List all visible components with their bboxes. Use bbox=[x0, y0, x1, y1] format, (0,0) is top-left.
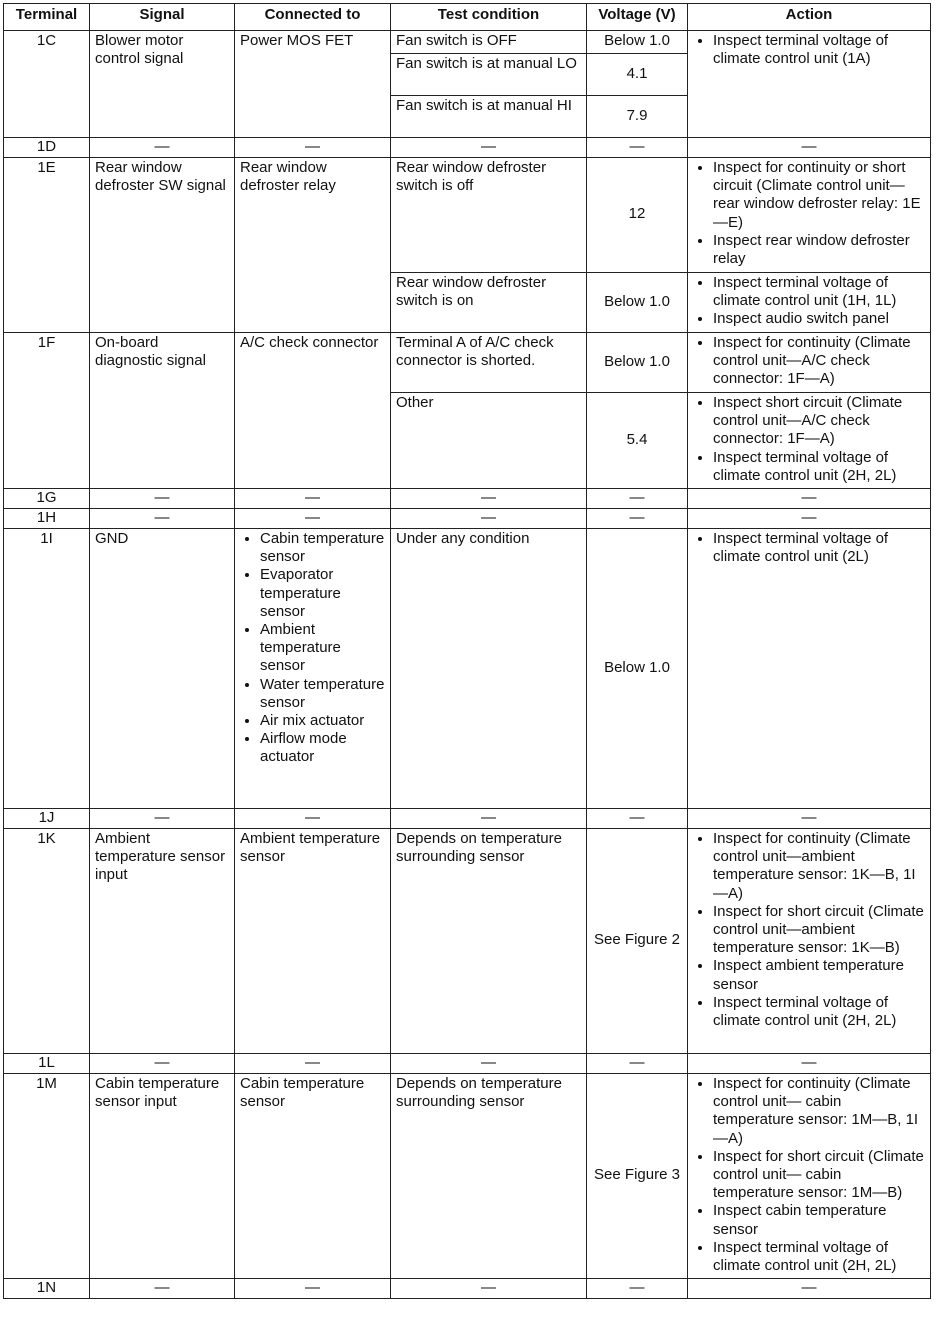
dash-cell: — bbox=[688, 509, 931, 529]
dash-cell: — bbox=[587, 809, 688, 829]
dash-cell: — bbox=[688, 1054, 931, 1074]
table-row bbox=[4, 158, 931, 273]
action-item: • Inspect terminal voltage of climate control unit (1A) bbox=[713, 32, 925, 68]
terminal-cell: 1E bbox=[4, 158, 90, 333]
signal-cell: Blower motor control signal bbox=[90, 31, 235, 138]
dash-cell: — bbox=[235, 138, 391, 158]
dash-cell: — bbox=[587, 1054, 688, 1074]
condition-cell: Rear window defroster switch is on bbox=[391, 273, 587, 333]
table-row bbox=[4, 31, 931, 54]
voltage-cell: See Figure 2 bbox=[587, 829, 688, 1054]
connected-item: • Water temperature sensor bbox=[260, 676, 385, 712]
voltage-cell: Below 1.0 bbox=[587, 273, 688, 333]
action-item: • Inspect for continuity (Climate control unit— cabin temperature sensor: 1M—B, 1I—A) bbox=[713, 1075, 925, 1148]
dash-cell: — bbox=[235, 809, 391, 829]
connected-item: • Ambient temperature sensor bbox=[260, 621, 385, 676]
condition-cell: Fan switch is OFF bbox=[391, 31, 587, 54]
dash-cell: — bbox=[391, 138, 587, 158]
voltage-cell: 5.4 bbox=[587, 393, 688, 489]
action-item: • Inspect for continuity or short circuit (Climate control unit—rear window defroster relay: 1E—E) bbox=[713, 159, 925, 232]
connected-item: • Cabin temperature sensor bbox=[260, 530, 385, 566]
signal-cell: On-board diagnostic signal bbox=[90, 333, 235, 489]
dash-cell: — bbox=[688, 489, 931, 509]
voltage-cell: 4.1 bbox=[587, 54, 688, 96]
condition-cell: Rear window defroster switch is off bbox=[391, 158, 587, 273]
terminal-inspection-table bbox=[3, 3, 931, 1299]
condition-cell: Depends on temperature surrounding sensor bbox=[391, 829, 587, 1054]
action-item: • Inspect terminal voltage of climate control unit (2H, 2L) bbox=[713, 994, 925, 1030]
action-item: • Inspect terminal voltage of climate control unit (2H, 2L) bbox=[713, 449, 925, 485]
terminal-cell: 1F bbox=[4, 333, 90, 489]
connected-cell: A/C check connector bbox=[235, 333, 391, 489]
action-item: • Inspect audio switch panel bbox=[713, 310, 925, 328]
header-action: Action bbox=[688, 4, 931, 31]
connected-cell: Power MOS FET bbox=[235, 31, 391, 138]
terminal-cell: 1I bbox=[4, 529, 90, 809]
dash-cell: — bbox=[235, 509, 391, 529]
action-item: • Inspect for short circuit (Climate control unit— cabin temperature sensor: 1M—B) bbox=[713, 1148, 925, 1203]
action-cell bbox=[688, 158, 931, 273]
voltage-cell: 7.9 bbox=[587, 96, 688, 138]
action-item: • Inspect for short circuit (Climate control unit—ambient temperature sensor: 1K—B) bbox=[713, 903, 925, 958]
connected-cell: Cabin temperature sensor bbox=[235, 1074, 391, 1279]
action-cell bbox=[688, 393, 931, 489]
voltage-cell: 12 bbox=[587, 158, 688, 273]
signal-cell: GND bbox=[90, 529, 235, 809]
terminal-cell: 1G bbox=[4, 489, 90, 509]
action-item: • Inspect rear window defroster relay bbox=[713, 232, 925, 268]
terminal-cell: 1D bbox=[4, 138, 90, 158]
terminal-cell: 1L bbox=[4, 1054, 90, 1074]
condition-cell: Under any condition bbox=[391, 529, 587, 809]
signal-cell: Ambient temperature sensor input bbox=[90, 829, 235, 1054]
dash-cell: — bbox=[90, 509, 235, 529]
header-signal: Signal bbox=[90, 4, 235, 31]
dash-cell: — bbox=[587, 509, 688, 529]
connected-cell bbox=[235, 529, 391, 809]
dash-cell: — bbox=[90, 1279, 235, 1299]
dash-cell: — bbox=[587, 489, 688, 509]
table-row bbox=[4, 829, 931, 1054]
table-row bbox=[4, 489, 931, 509]
dash-cell: — bbox=[688, 809, 931, 829]
connected-item: • Airflow mode actuator bbox=[260, 730, 385, 766]
terminal-cell: 1C bbox=[4, 31, 90, 138]
terminal-cell: 1H bbox=[4, 509, 90, 529]
action-cell bbox=[688, 829, 931, 1054]
table-row bbox=[4, 529, 931, 809]
header-voltage: Voltage (V) bbox=[587, 4, 688, 31]
action-item: • Inspect short circuit (Climate control unit—A/C check connector: 1F—A) bbox=[713, 394, 925, 449]
action-item: • Inspect terminal voltage of climate control unit (2H, 2L) bbox=[713, 1239, 925, 1275]
connected-cell: Ambient temperature sensor bbox=[235, 829, 391, 1054]
condition-cell: Other bbox=[391, 393, 587, 489]
table-row bbox=[4, 1279, 931, 1299]
dash-cell: — bbox=[391, 809, 587, 829]
action-item: • Inspect terminal voltage of climate control unit (1H, 1L) bbox=[713, 274, 925, 310]
condition-cell: Terminal A of A/C check connector is shorted. bbox=[391, 333, 587, 393]
terminal-cell: 1J bbox=[4, 809, 90, 829]
dash-cell: — bbox=[391, 1054, 587, 1074]
header-row bbox=[4, 4, 931, 31]
dash-cell: — bbox=[235, 1054, 391, 1074]
signal-cell: Cabin temperature sensor input bbox=[90, 1074, 235, 1279]
condition-cell: Depends on temperature surrounding sensor bbox=[391, 1074, 587, 1279]
voltage-cell: Below 1.0 bbox=[587, 333, 688, 393]
action-cell bbox=[688, 529, 931, 809]
action-item: • Inspect cabin temperature sensor bbox=[713, 1202, 925, 1238]
dash-cell: — bbox=[235, 489, 391, 509]
voltage-cell: Below 1.0 bbox=[587, 529, 688, 809]
action-cell bbox=[688, 333, 931, 393]
dash-cell: — bbox=[391, 1279, 587, 1299]
action-cell bbox=[688, 31, 931, 138]
terminal-cell: 1M bbox=[4, 1074, 90, 1279]
action-cell bbox=[688, 273, 931, 333]
table-row bbox=[4, 509, 931, 529]
dash-cell: — bbox=[90, 809, 235, 829]
dash-cell: — bbox=[235, 1279, 391, 1299]
dash-cell: — bbox=[90, 138, 235, 158]
terminal-cell: 1K bbox=[4, 829, 90, 1054]
dash-cell: — bbox=[587, 138, 688, 158]
action-cell bbox=[688, 1074, 931, 1279]
connected-cell: Rear window defroster relay bbox=[235, 158, 391, 333]
action-item: • Inspect terminal voltage of climate control unit (2L) bbox=[713, 530, 925, 566]
table-row bbox=[4, 809, 931, 829]
header-terminal: Terminal bbox=[4, 4, 90, 31]
action-item: • Inspect for continuity (Climate control unit—A/C check connector: 1F—A) bbox=[713, 334, 925, 389]
action-item: • Inspect ambient temperature sensor bbox=[713, 957, 925, 993]
dash-cell: — bbox=[90, 1054, 235, 1074]
table-row bbox=[4, 1054, 931, 1074]
dash-cell: — bbox=[391, 509, 587, 529]
table-row bbox=[4, 1074, 931, 1279]
dash-cell: — bbox=[90, 489, 235, 509]
connected-item: • Evaporator temperature sensor bbox=[260, 566, 385, 621]
dash-cell: — bbox=[587, 1279, 688, 1299]
dash-cell: — bbox=[688, 1279, 931, 1299]
condition-cell: Fan switch is at manual LO bbox=[391, 54, 587, 96]
header-test-condition: Test condition bbox=[391, 4, 587, 31]
dash-cell: — bbox=[391, 489, 587, 509]
connected-item: • Air mix actuator bbox=[260, 712, 385, 730]
terminal-cell: 1N bbox=[4, 1279, 90, 1299]
signal-cell: Rear window defroster SW signal bbox=[90, 158, 235, 333]
condition-cell: Fan switch is at manual HI bbox=[391, 96, 587, 138]
voltage-cell: Below 1.0 bbox=[587, 31, 688, 54]
header-connected-to: Connected to bbox=[235, 4, 391, 31]
table-row bbox=[4, 333, 931, 393]
action-item: • Inspect for continuity (Climate control unit—ambient temperature sensor: 1K—B, 1I—A) bbox=[713, 830, 925, 903]
table-row bbox=[4, 138, 931, 158]
voltage-cell: See Figure 3 bbox=[587, 1074, 688, 1279]
dash-cell: — bbox=[688, 138, 931, 158]
